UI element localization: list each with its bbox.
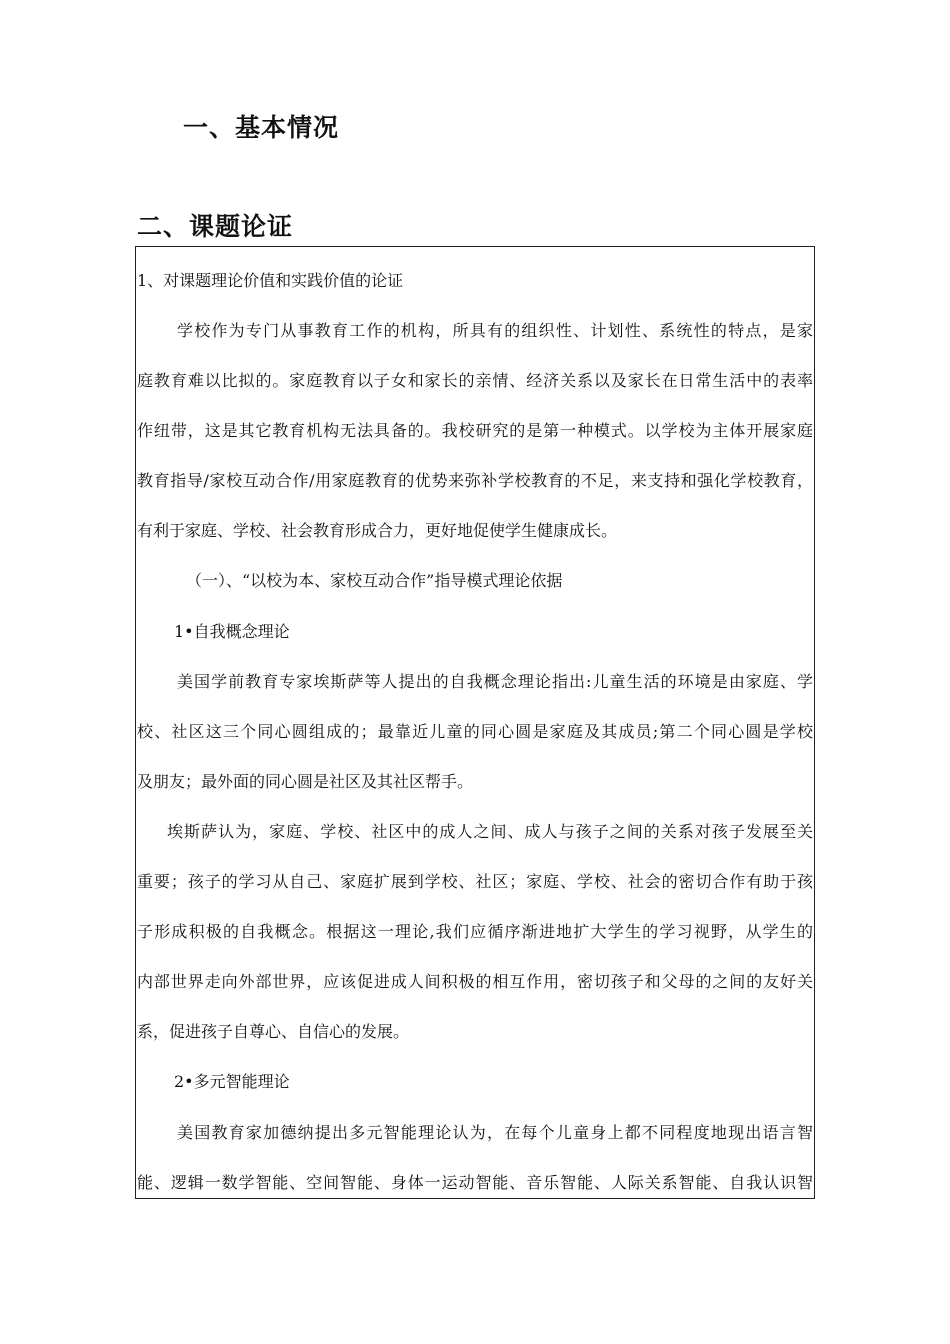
box-heading: 1、对课题理论价值和实践价值的论证 bbox=[137, 271, 404, 290]
theory1-title: 1•自我概念理论 bbox=[174, 622, 290, 641]
section-title-basic-info: 一、基本情况 bbox=[183, 113, 340, 142]
theory2-title: 2•多元智能理论 bbox=[174, 1072, 290, 1091]
para2-line-1: 美国学前教育专家埃斯萨等人提出的自我概念理论指出:儿童生活的环境是由家庭、学 bbox=[177, 672, 813, 691]
para1-line-1: 学校作为专门从事教育工作的机构，所具有的组织性、计划性、系统性的特点，是家 bbox=[177, 321, 813, 340]
para3-line-4: 内部世界走向外部世界，应该促进成人间积极的相互作用，密切孩子和父母的之间的友好关 bbox=[137, 972, 813, 991]
para1-line-4: 教育指导/家校互动合作/用家庭教育的优势来弥补学校教育的不足，来支持和强化学校教育， bbox=[137, 471, 813, 490]
para3-line-1: 埃斯萨认为，家庭、学校、社区中的成人之间、成人与孩子之间的关系对孩子发展至关 bbox=[167, 822, 813, 841]
para3-line-3: 子形成积极的自我概念。根据这一理论,我们应循序渐进地扩大学生的学习视野，从学生的 bbox=[137, 922, 813, 941]
para1-line-3: 作纽带，这是其它教育机构无法具备的。我校研究的是第一种模式。以学校为主体开展家庭 bbox=[137, 421, 813, 440]
para1-line-2: 庭教育难以比拟的。家庭教育以子女和家长的亲情、经济关系以及家长在日常生活中的表率 bbox=[137, 371, 813, 390]
para2-line-3: 及朋友；最外面的同心圆是社区及其社区帮手。 bbox=[137, 772, 474, 791]
para4-line-2: 能、逻辑一数学智能、空间智能、身体一运动智能、音乐智能、人际关系智能、自我认识智 bbox=[137, 1173, 813, 1192]
section-title-topic-argument: 二、课题论证 bbox=[137, 212, 294, 241]
argument-content-box bbox=[135, 246, 815, 1199]
para3-line-2: 重要；孩子的学习从自己、家庭扩展到学校、社区；家庭、学校、社会的密切合作有助于孩 bbox=[137, 872, 813, 891]
subheading: （一）、“以校为本、家校互动合作”指导模式理论依据 bbox=[186, 571, 563, 590]
para1-line-5: 有利于家庭、学校、社会教育形成合力，更好地促使学生健康成长。 bbox=[137, 521, 618, 540]
para3-line-5: 系，促进孩子自尊心、自信心的发展。 bbox=[137, 1022, 410, 1041]
para4-line-1: 美国教育家加德纳提出多元智能理论认为，在每个儿童身上都不同程度地现出语言智 bbox=[177, 1123, 813, 1142]
para2-line-2: 校、社区这三个同心圆组成的；最靠近儿童的同心圆是家庭及其成员;第二个同心圆是学校 bbox=[137, 722, 813, 741]
